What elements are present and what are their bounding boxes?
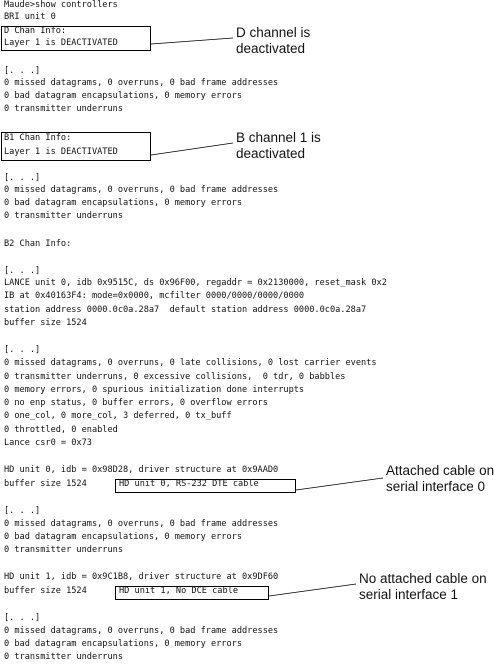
cli-line: BRI unit 0 xyxy=(4,12,56,22)
callout-b1-channel: B channel 1 is deactivated xyxy=(236,130,321,161)
cli-line: [. . .] xyxy=(4,506,41,516)
cli-line: 0 bad datagram encapsulations, 0 memory errors xyxy=(4,91,242,101)
cli-line: 0 one_col, 0 more_col, 3 deferred, 0 tx_buff xyxy=(4,411,232,421)
cli-line: 0 transmitter underruns xyxy=(4,211,123,221)
cli-line: D Chan Info: xyxy=(4,26,67,36)
cli-line: 0 transmitter underruns xyxy=(4,545,123,555)
hd1-cable-text: HD unit 1, No DCE cable xyxy=(119,586,238,596)
leader-b1-channel xyxy=(151,143,233,155)
cli-line: 0 missed datagrams, 0 overruns, 0 bad frame addresses xyxy=(4,78,279,88)
cli-line: station address 0000.0c0a.28a7 default station address 0000.0c0a.28a7 xyxy=(4,305,367,315)
cli-line: 0 transmitter underruns xyxy=(4,104,123,114)
callout-serial-1: No attached cable on serial interface 1 xyxy=(359,571,487,602)
cli-line: buffer size 1524 xyxy=(4,479,87,489)
cli-line: B2 Chan Info: xyxy=(4,239,72,249)
cli-line: Maude>show controllers xyxy=(4,0,118,10)
callout-serial-0: Attached cable on serial interface 0 xyxy=(386,463,494,494)
cli-line: [. . .] xyxy=(4,345,41,355)
cli-line: [. . .] xyxy=(4,613,41,623)
cli-line: HD unit 1, idb = 0x9C1B8, driver structure at 0x9DF60 xyxy=(4,572,279,582)
cli-line: 0 missed datagrams, 0 overruns, 0 bad frame addresses xyxy=(4,626,279,636)
cli-line: B1 Chan Info: xyxy=(4,133,72,143)
cli-line: Lance csr0 = 0x73 xyxy=(4,438,92,448)
cli-line: 0 missed datagrams, 0 overruns, 0 bad frame addresses xyxy=(4,519,279,529)
cli-line: [. . .] xyxy=(4,66,41,76)
cli-line: HD unit 0, idb = 0x98D28, driver structure at 0x9AAD0 xyxy=(4,465,279,475)
cli-line: [. . .] xyxy=(4,266,41,276)
cli-line: buffer size 1524 xyxy=(4,318,87,328)
leader-serial-1 xyxy=(269,584,356,596)
cli-line: [. . .] xyxy=(4,173,41,183)
cli-line: 0 no enp status, 0 buffer errors, 0 overflow errors xyxy=(4,398,268,408)
hd0-cable-text: HD unit 0, RS-232 DTE cable xyxy=(119,479,259,489)
cli-line: 0 throttled, 0 enabled xyxy=(4,425,118,435)
cli-line: 0 transmitter underruns xyxy=(4,652,123,662)
cli-line: 0 bad datagram encapsulations, 0 memory errors xyxy=(4,198,242,208)
cli-line: IB at 0x40163F4: mode=0x0000, mcfilter 0000/0000/0000/0000 xyxy=(4,291,305,301)
cli-line: 0 transmitter underruns, 0 excessive collisions, 0 tdr, 0 babbles xyxy=(4,372,346,382)
cli-line: 0 bad datagram encapsulations, 0 memory errors xyxy=(4,532,242,542)
callout-d-channel: D channel is deactivated xyxy=(236,25,311,56)
cli-line: buffer size 1524 xyxy=(4,586,87,596)
leader-d-channel xyxy=(151,38,233,44)
leader-serial-0 xyxy=(296,478,383,490)
cli-line: 0 memory errors, 0 spurious initialization done interrupts xyxy=(4,385,305,395)
cli-line: Layer 1 is DEACTIVATED xyxy=(4,38,118,48)
cli-line: 0 missed datagrams, 0 overruns, 0 late collisions, 0 lost carrier events xyxy=(4,358,377,368)
cli-line: Layer 1 is DEACTIVATED xyxy=(4,147,118,157)
cli-line: LANCE unit 0, idb 0x9515C, ds 0x96F00, regaddr = 0x2130000, reset_mask 0x2 xyxy=(4,278,387,288)
cli-line: 0 bad datagram encapsulations, 0 memory errors xyxy=(4,639,242,649)
cli-line: 0 missed datagrams, 0 overruns, 0 bad frame addresses xyxy=(4,185,279,195)
